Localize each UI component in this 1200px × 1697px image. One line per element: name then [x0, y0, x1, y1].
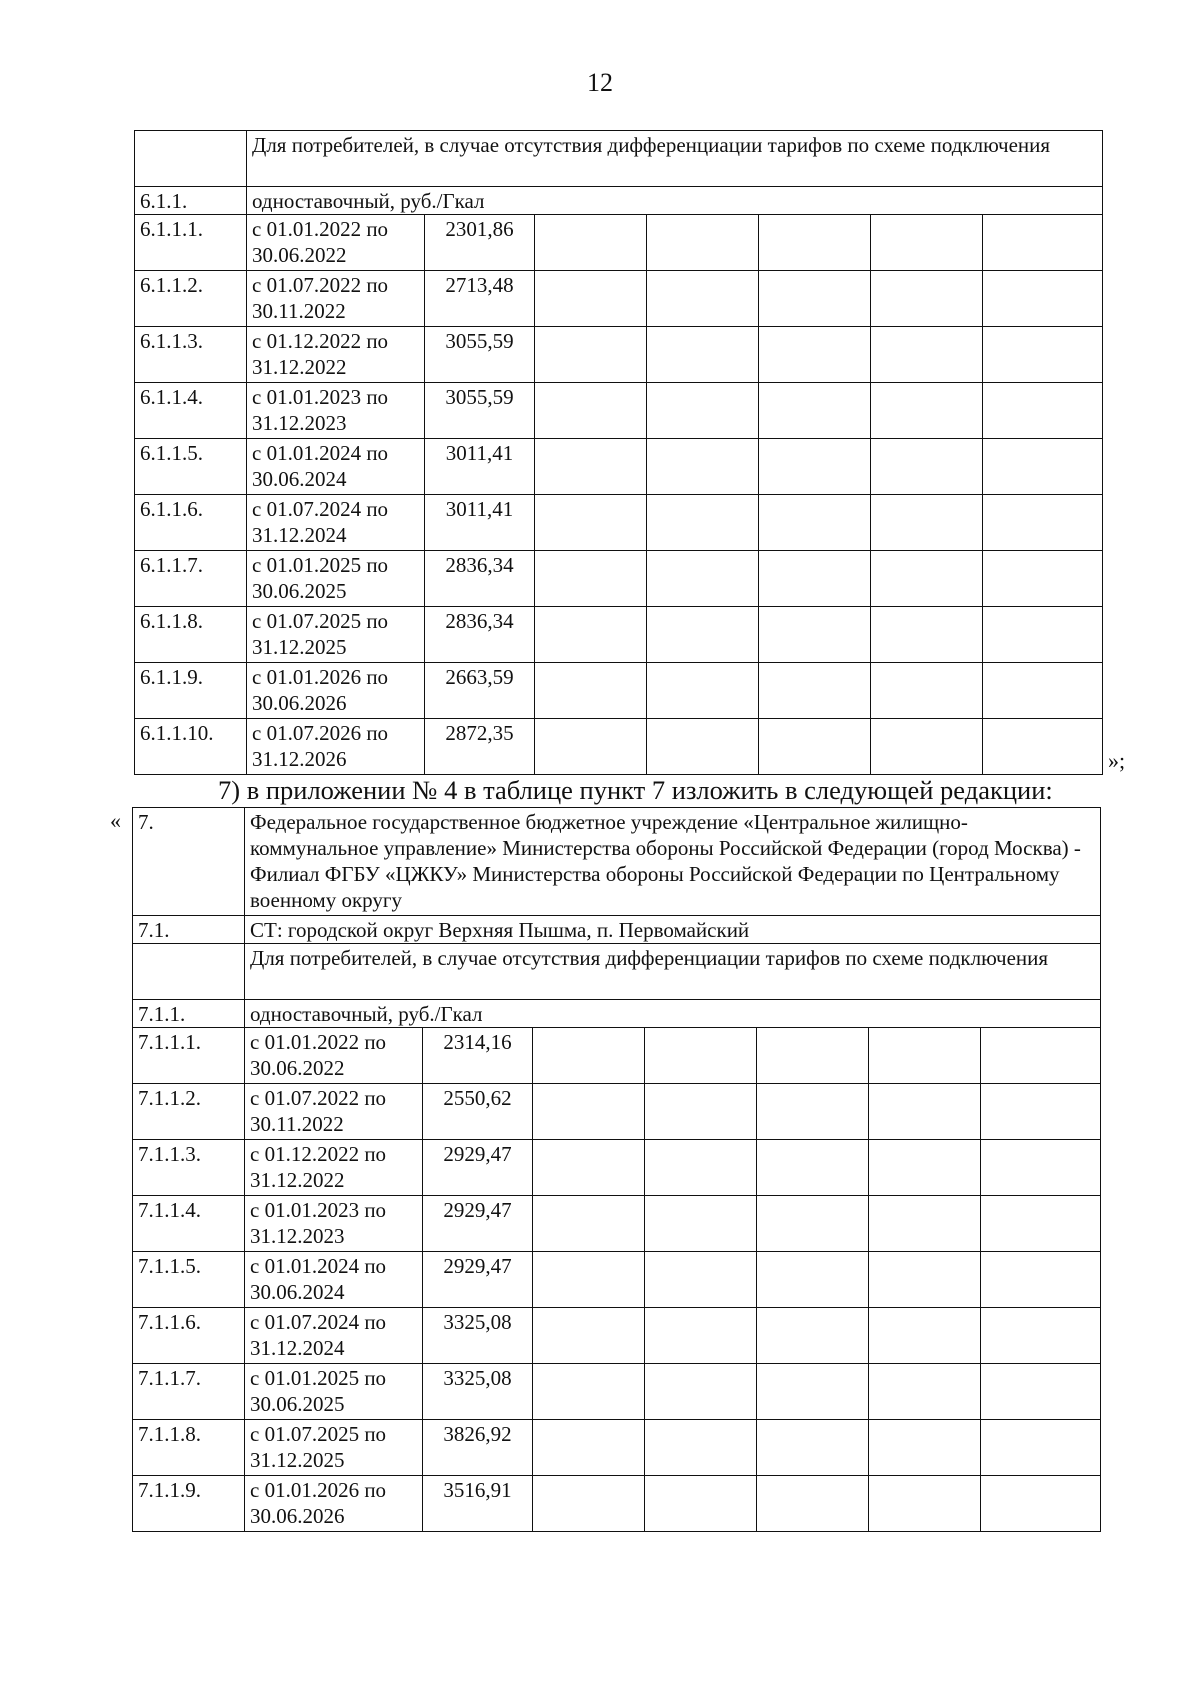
empty-cell — [981, 1084, 1101, 1140]
period-end: 30.06.2025 — [252, 579, 347, 603]
empty-cell — [535, 215, 647, 271]
tariff-value: 3055,59 — [425, 327, 535, 383]
tariff-row — [135, 215, 1103, 271]
page-number: 12 — [587, 68, 613, 97]
empty-cell — [645, 1420, 757, 1476]
empty-cell — [757, 1420, 869, 1476]
period-end: 30.06.2024 — [252, 467, 347, 491]
row-code: 7.1. — [133, 916, 245, 944]
period-start: с 01.01.2022 по — [252, 217, 389, 241]
period-start: с 01.12.2022 по — [252, 329, 389, 353]
empty-cell — [535, 719, 647, 775]
row-code: 7.1.1. — [133, 1000, 245, 1028]
tariff-row — [135, 495, 1103, 551]
row-code: 6.1.1.9. — [135, 663, 247, 719]
period-cell — [247, 271, 425, 327]
tariff-value: 2929,47 — [423, 1196, 533, 1252]
empty-cell — [535, 271, 647, 327]
empty-cell — [757, 1364, 869, 1420]
org-row — [133, 808, 1101, 916]
empty-cell — [981, 1140, 1101, 1196]
empty-cell — [981, 1364, 1101, 1420]
period-end: 30.11.2022 — [250, 1112, 344, 1136]
period-end: 31.12.2024 — [250, 1336, 345, 1360]
empty-cell — [869, 1028, 981, 1084]
empty-cell — [645, 1140, 757, 1196]
empty-cell — [871, 383, 983, 439]
row-code: 6.1.1. — [135, 187, 247, 215]
empty-cell — [869, 1420, 981, 1476]
empty-cell — [983, 215, 1103, 271]
period-start: с 01.12.2022 по — [250, 1142, 387, 1166]
period-start: с 01.01.2026 по — [250, 1478, 387, 1502]
tariff-row — [135, 551, 1103, 607]
period-cell — [247, 607, 425, 663]
period-end: 31.12.2023 — [250, 1224, 345, 1248]
period-end: 31.12.2026 — [252, 747, 347, 771]
tariff-row — [133, 1028, 1101, 1084]
empty-cell — [983, 551, 1103, 607]
row-code: 6.1.1.8. — [135, 607, 247, 663]
row-code: 7.1.1.4. — [133, 1196, 245, 1252]
tariff-value: 2872,35 — [425, 719, 535, 775]
empty-cell — [871, 215, 983, 271]
empty-cell — [759, 215, 871, 271]
tariff-row — [133, 1364, 1101, 1420]
empty-cell — [647, 495, 759, 551]
tariff-row — [135, 663, 1103, 719]
row-code: 6.1.1.2. — [135, 271, 247, 327]
period-cell — [247, 215, 425, 271]
empty-cell — [535, 663, 647, 719]
empty-cell — [647, 271, 759, 327]
subheader-row — [135, 187, 1103, 215]
row-code: 7.1.1.8. — [133, 1420, 245, 1476]
period-start: с 01.01.2023 по — [252, 385, 389, 409]
empty-cell — [533, 1308, 645, 1364]
tariff-value: 3011,41 — [425, 439, 535, 495]
period-cell — [245, 1028, 423, 1084]
empty-cell — [869, 1476, 981, 1532]
period-cell — [247, 551, 425, 607]
period-start: с 01.01.2023 по — [250, 1198, 387, 1222]
empty-cell — [533, 1252, 645, 1308]
empty-cell — [533, 1084, 645, 1140]
period-end: 30.11.2022 — [252, 299, 346, 323]
period-cell — [247, 495, 425, 551]
row-code: 6.1.1.4. — [135, 383, 247, 439]
tariff-value: 2663,59 — [425, 663, 535, 719]
tariff-row — [133, 1308, 1101, 1364]
empty-cell — [981, 1196, 1101, 1252]
empty-cell — [647, 327, 759, 383]
tariff-row — [135, 439, 1103, 495]
period-end: 30.06.2022 — [250, 1056, 345, 1080]
tariff-row — [133, 1476, 1101, 1532]
tariff-row — [133, 1084, 1101, 1140]
empty-cell — [645, 1364, 757, 1420]
table-header-row — [133, 944, 1101, 1000]
period-start: с 01.07.2022 по — [250, 1086, 387, 1110]
period-cell — [245, 1196, 423, 1252]
org-name: Федеральное государственное бюджетное учреждение «Центральное жилищно-коммунальное управление» Министерства обороны Российской Федерации (город Москва) - Филиал ФГБУ «ЦЖКУ» Министерства обороны Российской Федерации по Центральному военному округу — [245, 808, 1101, 916]
empty-cell — [647, 551, 759, 607]
empty-cell — [757, 1196, 869, 1252]
empty-cell — [871, 495, 983, 551]
empty-cell — [759, 327, 871, 383]
period-cell — [245, 1308, 423, 1364]
empty-cell — [757, 1028, 869, 1084]
tariff-value: 2314,16 — [423, 1028, 533, 1084]
empty-cell — [871, 439, 983, 495]
row-code: 6.1.1.10. — [135, 719, 247, 775]
empty-cell — [869, 1196, 981, 1252]
period-cell — [245, 1252, 423, 1308]
tariff-row — [135, 383, 1103, 439]
empty-cell — [983, 439, 1103, 495]
row-code: 7.1.1.3. — [133, 1140, 245, 1196]
table-header-row — [135, 131, 1103, 187]
empty-cell — [647, 719, 759, 775]
empty-cell — [983, 327, 1103, 383]
empty-cell — [759, 719, 871, 775]
empty-cell — [759, 607, 871, 663]
tariff-value: 3325,08 — [423, 1364, 533, 1420]
subheader-text: одноставочный, руб./Гкал — [245, 1000, 1101, 1028]
period-start: с 01.07.2024 по — [252, 497, 389, 521]
tariff-value: 2713,48 — [425, 271, 535, 327]
empty-cell — [645, 1308, 757, 1364]
empty-cell — [981, 1308, 1101, 1364]
period-end: 31.12.2024 — [252, 523, 347, 547]
empty-cell — [647, 607, 759, 663]
empty-cell — [871, 327, 983, 383]
empty-cell — [647, 215, 759, 271]
empty-cell — [647, 663, 759, 719]
period-end: 31.12.2025 — [250, 1448, 345, 1472]
empty-cell — [757, 1308, 869, 1364]
tariff-row — [135, 327, 1103, 383]
empty-cell — [757, 1476, 869, 1532]
period-cell — [245, 1140, 423, 1196]
row-code: 7.1.1.1. — [133, 1028, 245, 1084]
empty-cell — [983, 383, 1103, 439]
period-end: 30.06.2026 — [252, 691, 347, 715]
empty-cell — [869, 1364, 981, 1420]
empty-cell — [533, 1476, 645, 1532]
empty-cell — [645, 1476, 757, 1532]
period-start: с 01.01.2025 по — [252, 553, 389, 577]
period-end: 30.06.2025 — [250, 1392, 345, 1416]
empty-cell — [759, 551, 871, 607]
tariff-row — [135, 719, 1103, 775]
row-code: 6.1.1.1. — [135, 215, 247, 271]
empty-cell — [983, 607, 1103, 663]
period-start: с 01.01.2024 по — [250, 1254, 387, 1278]
period-cell — [247, 439, 425, 495]
empty-cell — [983, 663, 1103, 719]
empty-cell — [869, 1252, 981, 1308]
period-end: 31.12.2025 — [252, 635, 347, 659]
empty-cell — [759, 383, 871, 439]
tariff-value: 2836,34 — [425, 551, 535, 607]
tariff-row — [133, 1196, 1101, 1252]
opening-quote: « — [110, 808, 121, 833]
period-end: 30.06.2026 — [250, 1504, 345, 1528]
tariff-row — [135, 271, 1103, 327]
empty-cell — [759, 271, 871, 327]
row-code: 7.1.1.7. — [133, 1364, 245, 1420]
tariff-value: 3055,59 — [425, 383, 535, 439]
empty-cell — [533, 1420, 645, 1476]
row-code: 7. — [133, 808, 245, 916]
empty-cell — [871, 719, 983, 775]
tariff-value: 2550,62 — [423, 1084, 533, 1140]
tariff-row — [133, 1420, 1101, 1476]
empty-cell — [535, 327, 647, 383]
closing-quote: »; — [1108, 748, 1126, 773]
empty-cell — [647, 383, 759, 439]
period-cell — [247, 383, 425, 439]
empty-cell — [983, 719, 1103, 775]
empty-cell — [757, 1252, 869, 1308]
empty-cell — [533, 1196, 645, 1252]
period-end: 31.12.2022 — [252, 355, 347, 379]
empty-cell — [871, 551, 983, 607]
empty-cell — [871, 607, 983, 663]
subheader-row — [133, 1000, 1101, 1028]
row-code: 7.1.1.6. — [133, 1308, 245, 1364]
row-code: 7.1.1.9. — [133, 1476, 245, 1532]
empty-cell — [645, 1252, 757, 1308]
period-start: с 01.07.2024 по — [250, 1310, 387, 1334]
tariff-table-7 — [132, 807, 1101, 1532]
empty-cell — [759, 439, 871, 495]
empty-cell — [983, 271, 1103, 327]
empty-cell — [535, 495, 647, 551]
period-start: с 01.07.2025 по — [252, 609, 389, 633]
period-start: с 01.01.2026 по — [252, 665, 389, 689]
period-cell — [247, 663, 425, 719]
period-start: с 01.07.2026 по — [252, 721, 389, 745]
row-code: 6.1.1.7. — [135, 551, 247, 607]
tariff-value: 3325,08 — [423, 1308, 533, 1364]
empty-cell — [981, 1476, 1101, 1532]
period-cell — [247, 327, 425, 383]
period-end: 31.12.2022 — [250, 1168, 345, 1192]
row-code: 6.1.1.3. — [135, 327, 247, 383]
empty-cell — [981, 1028, 1101, 1084]
location-row — [133, 916, 1101, 944]
empty-cell — [869, 1084, 981, 1140]
period-end: 30.06.2024 — [250, 1280, 345, 1304]
row-code: 7.1.1.2. — [133, 1084, 245, 1140]
empty-cell — [647, 439, 759, 495]
tariff-row — [133, 1140, 1101, 1196]
empty-cell — [757, 1140, 869, 1196]
period-cell — [245, 1084, 423, 1140]
tariff-value: 2929,47 — [423, 1252, 533, 1308]
header-text-cell: Для потребителей, в случае отсутствия дифференциации тарифов по схеме подключения — [247, 131, 1103, 187]
empty-cell — [757, 1084, 869, 1140]
table-cell — [135, 131, 247, 187]
empty-cell — [981, 1420, 1101, 1476]
row-code: 7.1.1.5. — [133, 1252, 245, 1308]
period-start: с 01.07.2025 по — [250, 1422, 387, 1446]
period-end: 31.12.2023 — [252, 411, 347, 435]
empty-cell — [533, 1028, 645, 1084]
empty-cell — [759, 495, 871, 551]
tariff-value: 2929,47 — [423, 1140, 533, 1196]
empty-cell — [869, 1140, 981, 1196]
empty-cell — [645, 1084, 757, 1140]
empty-cell — [535, 551, 647, 607]
empty-cell — [533, 1364, 645, 1420]
empty-cell — [535, 383, 647, 439]
tariff-value: 3516,91 — [423, 1476, 533, 1532]
period-cell — [245, 1420, 423, 1476]
row-code: 6.1.1.5. — [135, 439, 247, 495]
tariff-value: 2301,86 — [425, 215, 535, 271]
empty-cell — [535, 439, 647, 495]
empty-cell — [759, 663, 871, 719]
subheader-text: одноставочный, руб./Гкал — [247, 187, 1103, 215]
empty-cell — [645, 1196, 757, 1252]
tariff-value: 3011,41 — [425, 495, 535, 551]
tariff-row — [135, 607, 1103, 663]
empty-cell — [535, 607, 647, 663]
period-end: 30.06.2022 — [252, 243, 347, 267]
location-text: СТ: городской округ Верхняя Пышма, п. Первомайский — [245, 916, 1101, 944]
tariff-table-6 — [134, 130, 1103, 775]
tariff-value: 3826,92 — [423, 1420, 533, 1476]
period-start: с 01.01.2024 по — [252, 441, 389, 465]
period-cell — [245, 1364, 423, 1420]
table-cell — [133, 944, 245, 1000]
empty-cell — [871, 663, 983, 719]
empty-cell — [533, 1140, 645, 1196]
tariff-value: 2836,34 — [425, 607, 535, 663]
period-cell — [247, 719, 425, 775]
amendment-paragraph: 7) в приложении № 4 в таблице пункт 7 изложить в следующей редакции: — [218, 775, 1053, 805]
period-cell — [245, 1476, 423, 1532]
period-start: с 01.01.2025 по — [250, 1366, 387, 1390]
empty-cell — [871, 271, 983, 327]
tariff-row — [133, 1252, 1101, 1308]
period-start: с 01.07.2022 по — [252, 273, 389, 297]
period-start: с 01.01.2022 по — [250, 1030, 387, 1054]
empty-cell — [869, 1308, 981, 1364]
empty-cell — [645, 1028, 757, 1084]
row-code: 6.1.1.6. — [135, 495, 247, 551]
empty-cell — [981, 1252, 1101, 1308]
header-text-cell: Для потребителей, в случае отсутствия дифференциации тарифов по схеме подключения — [245, 944, 1101, 1000]
empty-cell — [983, 495, 1103, 551]
